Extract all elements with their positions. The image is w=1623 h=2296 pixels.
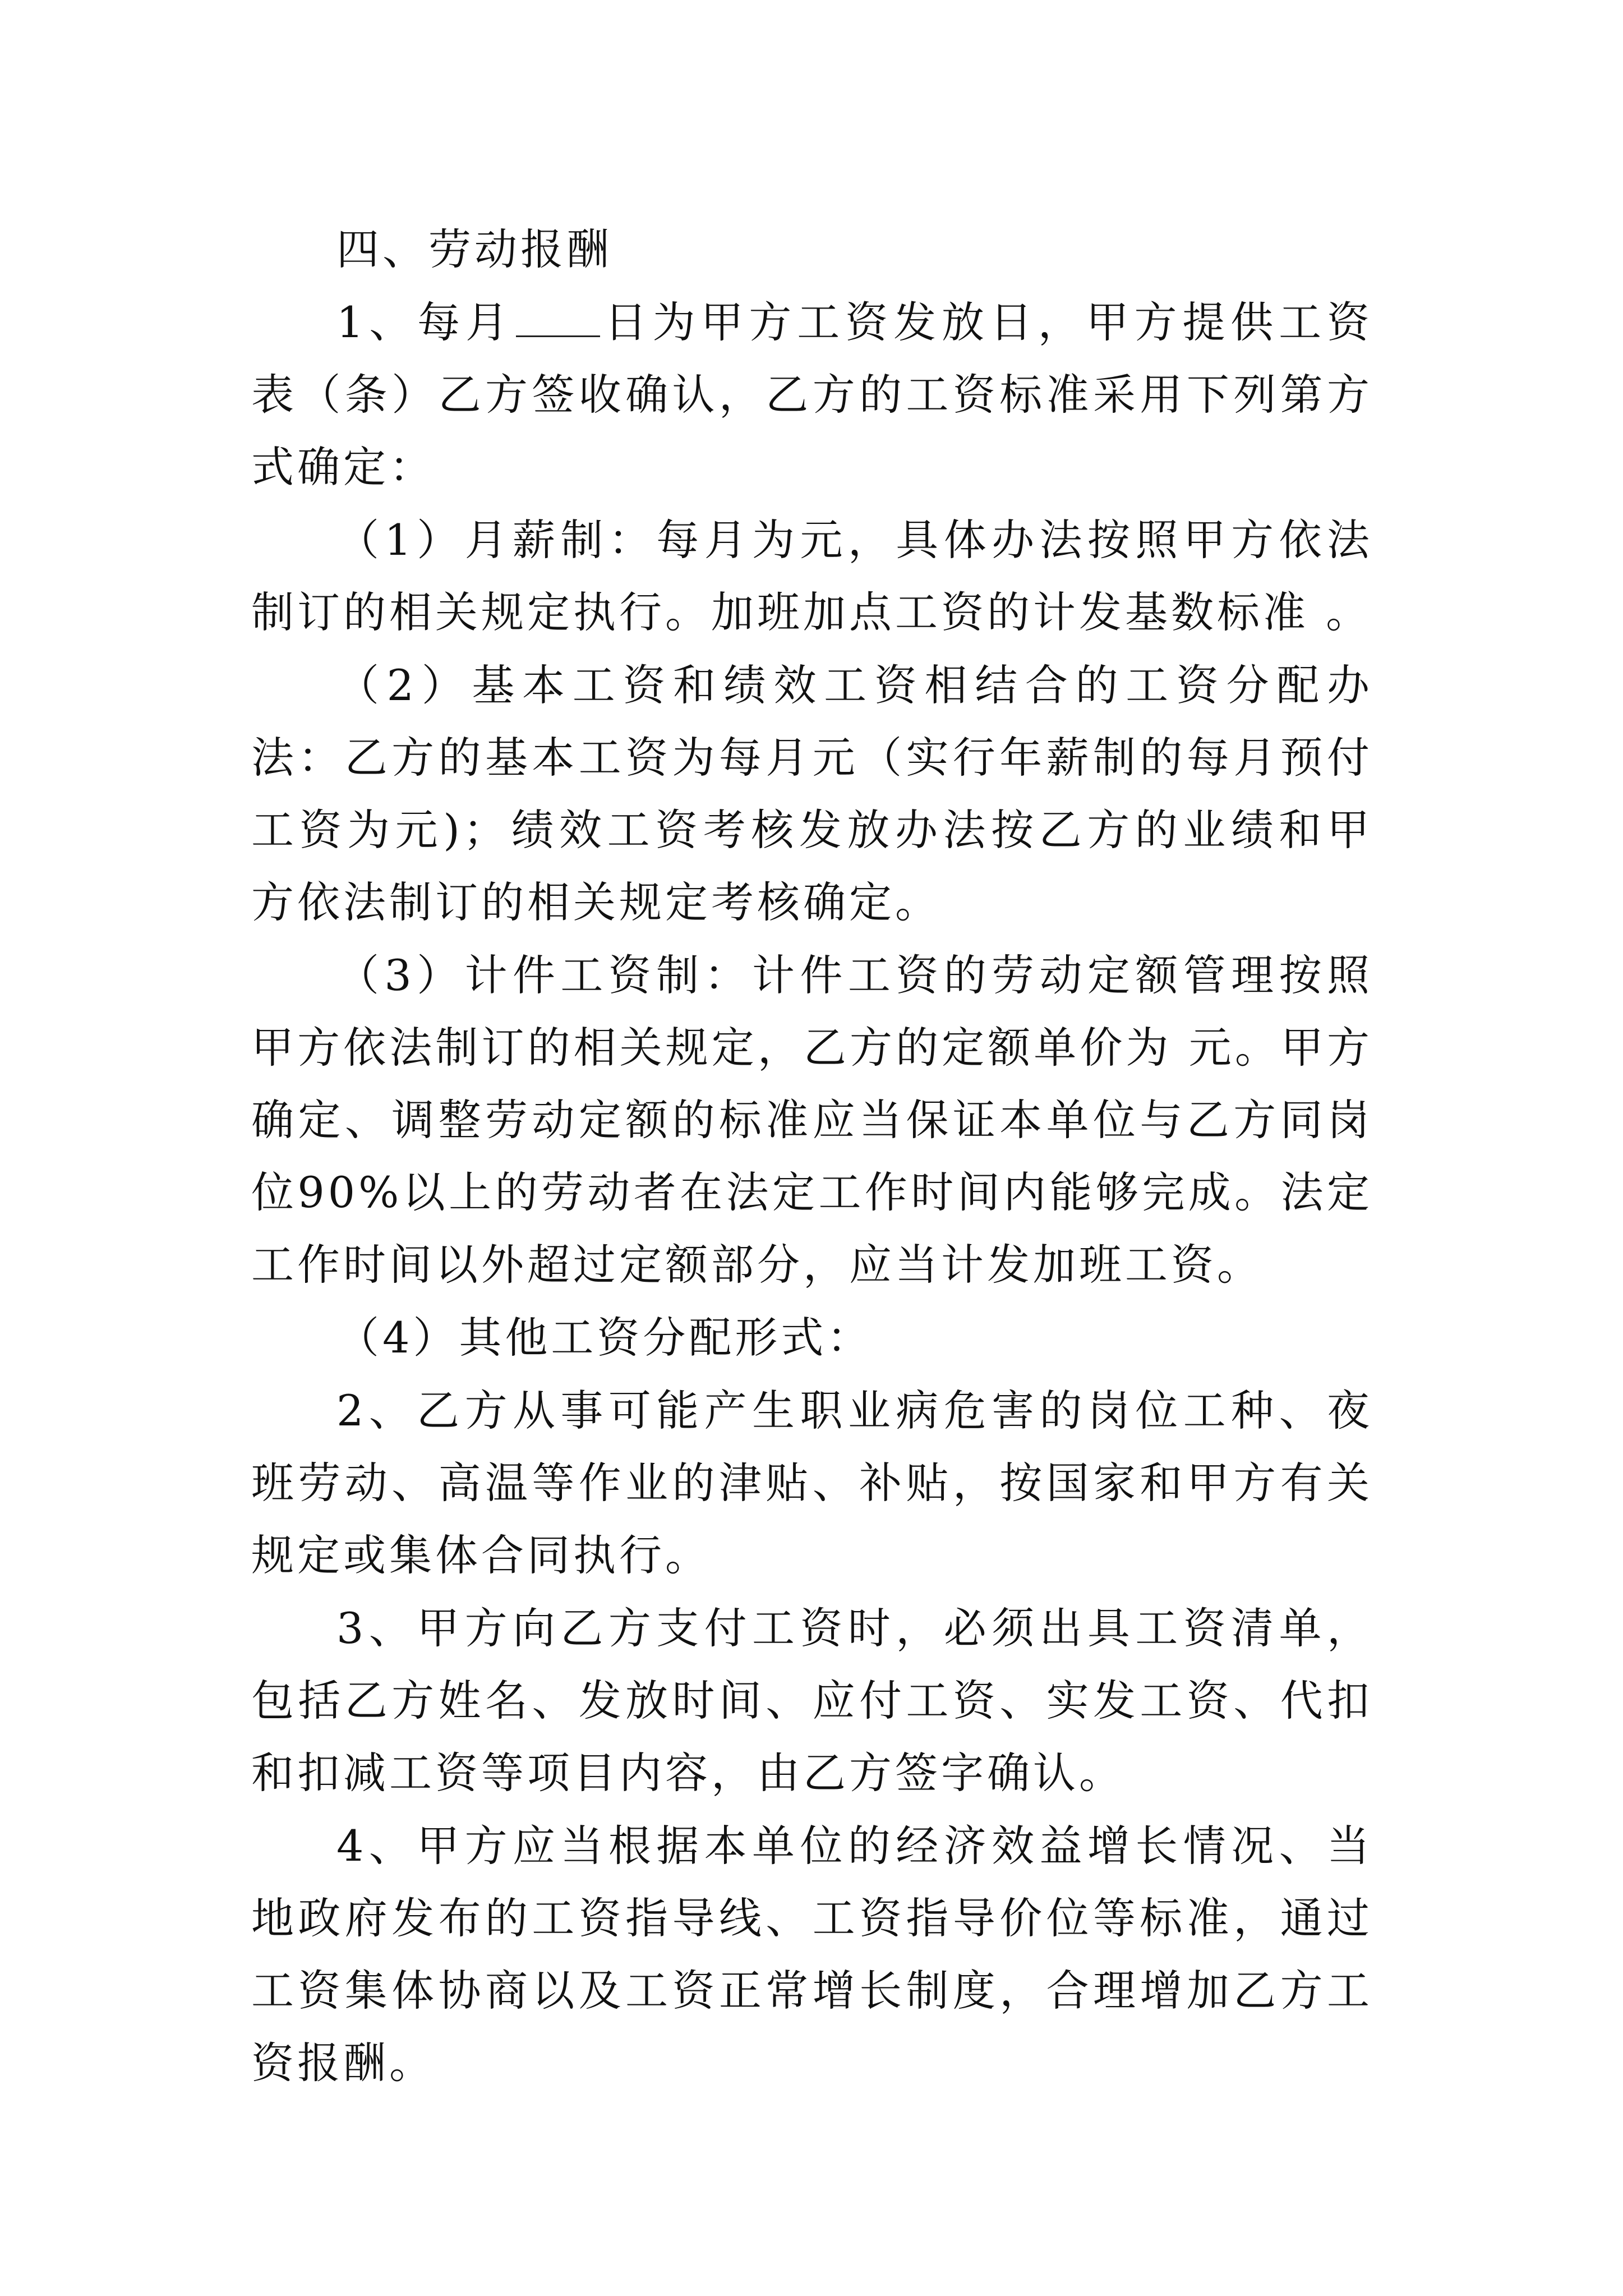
paragraph-piecework-salary: （3）计件工资制：计件工资的劳动定额管理按照甲方依法制订的相关规定，乙方的定额单价为 元。甲方确定、调整劳动定额的标准应当保证本单位与乙方同岗位90%以上的劳动者在法定工作时间内能够完成。法定工作时间以外超过定额部分，应当计发加班工资。 [251,950,1373,1290]
paragraph-1 [251,286,1373,503]
paragraph-1-lead: 1、每月 [336,297,514,347]
paragraph-pay-slip: 3、甲方向乙方支付工资时，必须出具工资清单，包括乙方姓名、发放时间、应付工资、实发工资、代扣和扣减工资等项目内容，由乙方签字确认。 [251,1603,1373,1798]
paragraph-allowances: 2、乙方从事可能产生职业病危害的岗位工种、夜班劳动、高温等作业的津贴、补贴，按国家和甲方有关规定或集体合同执行。 [251,1386,1373,1580]
section-heading: 四、劳动报酬 [336,224,612,274]
pay-day-blank [516,296,600,337]
paragraph-basic-performance-salary: （2）基本工资和绩效工资相结合的工资分配办法：乙方的基本工资为每月元（实行年薪制的每月预付工资为元)；绩效工资考核发放办法按乙方的业绩和甲方依法制订的相关规定考核确定。 [251,660,1373,927]
paragraph-other-salary: （4）其他工资分配形式： [336,1313,873,1363]
document-body [251,213,1373,2100]
paragraph-monthly-salary: （1）月薪制：每月为元，具体办法按照甲方依法制订的相关规定执行。加班加点工资的计发基数标准 。 [251,515,1373,637]
paragraph-salary-increase: 4、甲方应当根据本单位的经济效益增长情况、当地政府发布的工资指导线、工资指导价位等标准，通过工资集体协商以及工资正常增长制度，合理增加乙方工资报酬。 [251,1821,1373,2088]
paragraph-1-rest: 日为甲方工资发放日，甲方提供工资表（条）乙方签收确认，乙方的工资标准采用下列第方式确定： [251,297,1373,492]
